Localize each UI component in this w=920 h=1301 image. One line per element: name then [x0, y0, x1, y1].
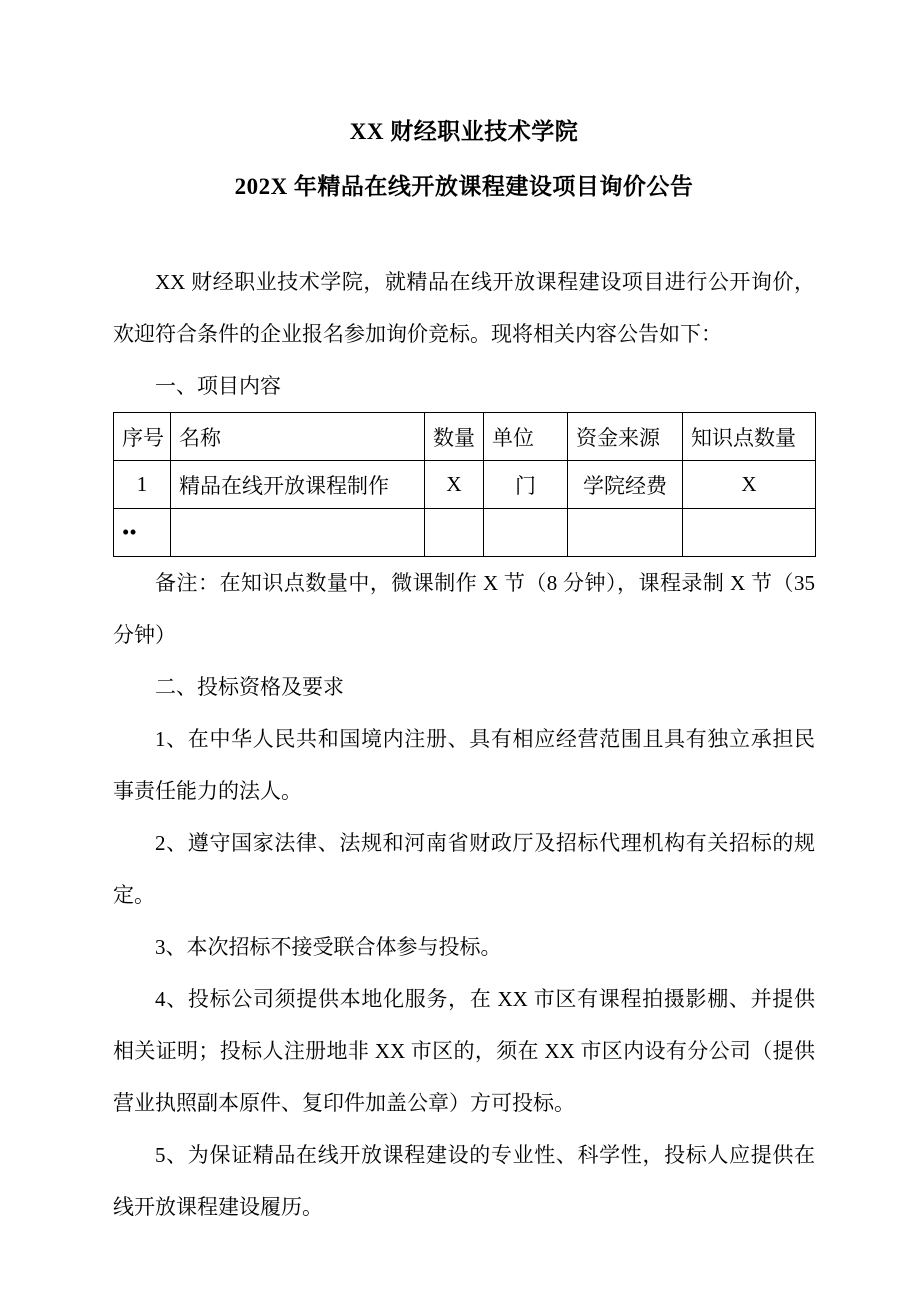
intro-paragraph: XX 财经职业技术学院，就精品在线开放课程建设项目进行公开询价，欢迎符合条件的企业报名参加询价竞标。现将相关内容公告如下：	[113, 270, 815, 346]
cell-quantity: X	[425, 461, 484, 509]
requirement-item-5: 5、为保证精品在线开放课程建设的专业性、科学性，投标人应提供在线开放课程建设履历。	[113, 1143, 815, 1219]
table-row	[114, 461, 816, 509]
requirement-item-3: 3、本次招标不接受联合体参与投标。	[155, 935, 502, 959]
cell-unit	[484, 509, 568, 557]
project-table	[113, 412, 816, 557]
requirement-item-2: 2、遵守国家法律、法规和河南省财政厅及招标代理机构有关招标的规定。	[113, 831, 815, 907]
note-paragraph: 备注：在知识点数量中，微课制作 X 节（8 分钟），课程录制 X 节（35 分钟）	[113, 571, 815, 647]
cell-name: 精品在线开放课程制作	[171, 461, 425, 509]
cell-serial: 1	[114, 461, 171, 509]
header-cell-unit: 单位	[484, 413, 568, 461]
section2-heading: 二、投标资格及要求	[155, 675, 344, 699]
section1-heading: 一、项目内容	[155, 374, 281, 398]
header-cell-quantity: 数量	[425, 413, 484, 461]
cell-quantity	[425, 509, 484, 557]
header-cell-serial: 序号	[114, 413, 171, 461]
cell-unit: 门	[484, 461, 568, 509]
document-title: XX 财经职业技术学院	[349, 119, 579, 144]
cell-serial: ••	[114, 509, 171, 557]
header-cell-knowledge: 知识点数量	[683, 413, 816, 461]
cell-funding	[568, 509, 683, 557]
header-cell-name: 名称	[171, 413, 425, 461]
cell-name	[171, 509, 425, 557]
table-row	[114, 509, 816, 557]
header-cell-funding: 资金来源	[568, 413, 683, 461]
cell-funding: 学院经费	[568, 461, 683, 509]
document-subtitle: 202X 年精品在线开放课程建设项目询价公告	[234, 174, 694, 199]
requirement-item-1: 1、在中华人民共和国境内注册、具有相应经营范围且具有独立承担民事责任能力的法人。	[113, 727, 815, 803]
requirement-item-4: 4、投标公司须提供本地化服务，在 XX 市区有课程拍摄影棚、并提供相关证明；投标人注册地非 XX 市区的，须在 XX 市区内设有分公司（提供营业执照副本原件、复印件加盖公章）方可投标。	[113, 987, 815, 1115]
cell-knowledge	[683, 509, 816, 557]
cell-knowledge: X	[683, 461, 816, 509]
table-header-row	[114, 413, 816, 461]
